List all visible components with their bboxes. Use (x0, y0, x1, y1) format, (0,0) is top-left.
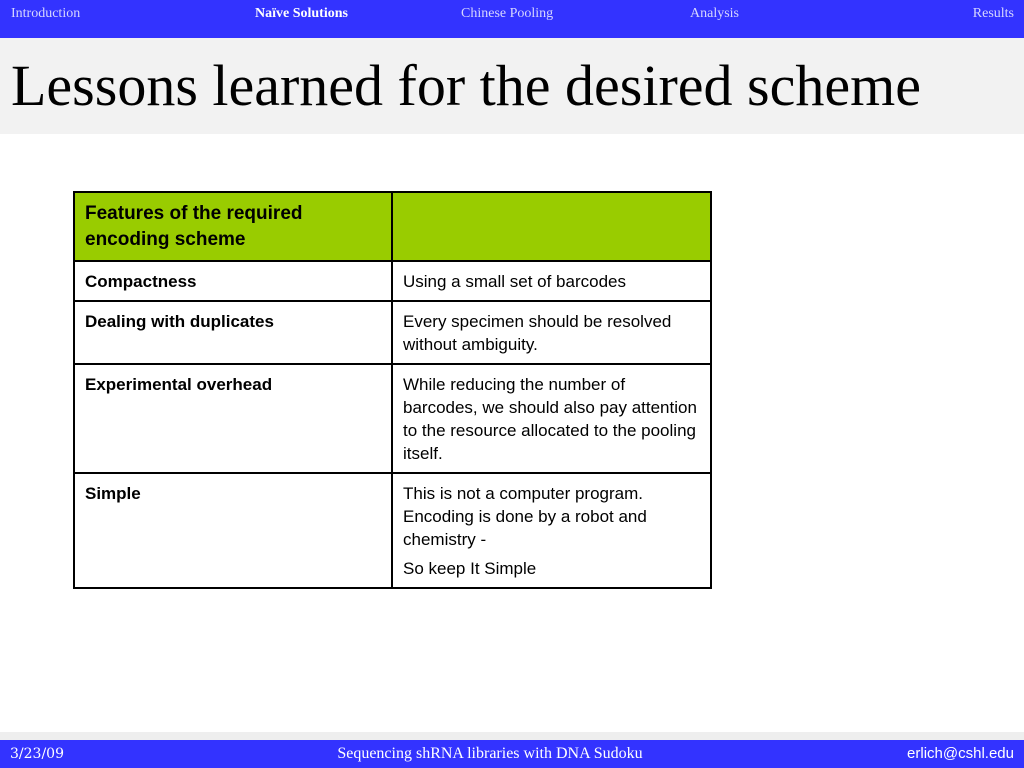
header-cell-features: Features of the required encoding scheme (74, 192, 392, 261)
description-line: This is not a computer program. Encoding is done by a robot and chemistry - (403, 484, 647, 549)
feature-name-cell: Dealing with duplicates (74, 301, 392, 364)
table-row (74, 261, 711, 301)
feature-description-cell (392, 364, 711, 473)
nav-item-chinese-pooling[interactable]: Chinese Pooling (461, 6, 554, 21)
nav-item-results[interactable]: Results (972, 6, 1014, 21)
footer-email: erlich@cshl.edu (907, 745, 1014, 762)
footer-presentation-title: Sequencing shRNA libraries with DNA Sudoku (337, 745, 643, 762)
feature-description-cell (392, 301, 711, 364)
footer-divider (0, 732, 1024, 740)
nav-item-analysis[interactable]: Analysis (690, 6, 739, 21)
features-table (73, 191, 712, 589)
description-line: Using a small set of barcodes (403, 272, 626, 291)
description-line: So keep It Simple (403, 559, 537, 578)
feature-name-cell: Experimental overhead (74, 364, 392, 473)
table-header-row (74, 192, 711, 261)
description-line: Every specimen should be resolved without ambiguity. (403, 312, 672, 354)
feature-description-cell (392, 473, 711, 588)
feature-name-cell: Compactness (74, 261, 392, 301)
feature-description-cell (392, 261, 711, 301)
header-cell-empty (392, 192, 711, 261)
description-line: While reducing the number of barcodes, we should also pay attention to the resource allocated to the pooling itself. (403, 375, 697, 463)
nav-item-naive-solutions[interactable]: Naïve Solutions (255, 6, 348, 21)
top-navigation-bar (0, 0, 1024, 38)
table-row (74, 301, 711, 364)
table-row (74, 364, 711, 473)
feature-name-cell: Simple (74, 473, 392, 588)
footer-bar (0, 740, 1024, 768)
table-row (74, 473, 711, 588)
slide-title: Lessons learned for the desired scheme (11, 53, 921, 118)
footer-date: 3/23/09 (10, 746, 64, 762)
nav-item-introduction[interactable]: Introduction (11, 6, 81, 21)
